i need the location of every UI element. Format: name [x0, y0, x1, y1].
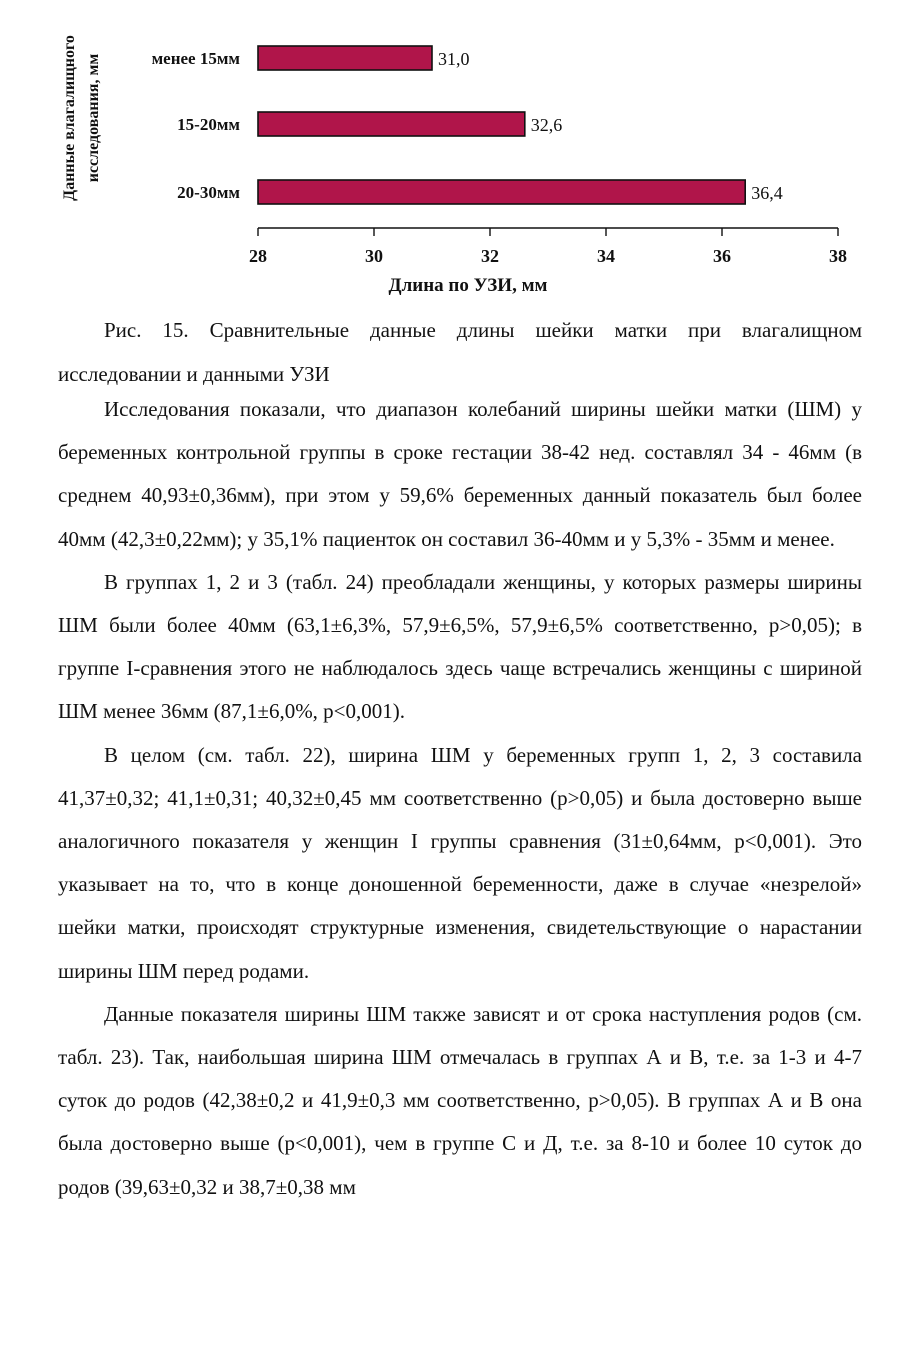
x-tick-label-0: 28	[249, 246, 267, 266]
category-label-2: 20-30мм	[177, 183, 240, 202]
value-label-1: 32,6	[530, 115, 563, 135]
category-label-1: 15-20мм	[177, 115, 240, 134]
category-labels	[152, 49, 241, 202]
body-text	[58, 388, 862, 1209]
paragraph-2: В группах 1, 2 и 3 (табл. 24) преобладали женщины, у которых размеры ширины ШМ были более 40мм (63,1±6,3%, 57,9±6,5%, 57,9±6,5% соответственно, p>0,05); в группе I-сравнения этого не наблюдалось здесь чаще встречались женщины с шириной ШМ менее 36мм (87,1±6,0%, p<0,001).	[58, 569, 862, 724]
figure-caption: Рис. 15. Сравнительные данные длины шейки матки при влагалищном исследовании и данными УЗИ	[58, 318, 862, 386]
y-axis-title-line-0: Данные влагалищного	[61, 35, 78, 201]
x-tick-label-2: 32	[481, 246, 499, 266]
value-label-2: 36,4	[751, 183, 783, 203]
bars-group	[258, 46, 745, 204]
paragraph-1: Исследования показали, что диапазон колебаний ширины шейки матки (ШМ) у беременных контрольной группы в сроке гестации 38-42 нед. составлял 34 - 46мм (в среднем 40,93±0,36мм), при этом у 59,6% беременных данный показатель был более 40мм (42,3±0,22мм); у 35,1% пациенток он составил 36-40мм и у 5,3% - 35мм и менее.	[58, 397, 862, 551]
value-label-0: 31,0	[438, 49, 470, 69]
y-axis-title	[61, 35, 102, 201]
x-tick-label-1: 30	[365, 246, 383, 266]
x-axis-label: Длина по УЗИ, мм	[388, 275, 548, 296]
category-label-0: менее 15мм	[151, 49, 240, 68]
chart-svg	[0, 0, 907, 310]
x-tick-label-3: 34	[597, 246, 615, 266]
x-ticks	[249, 228, 847, 266]
bar-2	[258, 180, 745, 204]
bar-chart	[0, 0, 907, 310]
bar-0	[258, 46, 432, 70]
paragraph-3: В целом (см. табл. 22), ширина ШМ у беременных групп 1, 2, 3 составила 41,37±0,32; 41,1±0,31; 40,32±0,45 мм соответственно (p>0,05) и была достоверно выше аналогичного показателя у женщин I группы сравнения (31±0,64мм, p<0,001). Это указывает на то, что в конце доношенной беременности, даже в случае «незрелой» шейки матки, происходят структурные изменения, свидетельствующие о нарастании ширины ШМ перед родами.	[58, 742, 862, 983]
x-tick-label-5: 38	[829, 246, 847, 266]
y-axis-title-line-1: исследования, мм	[85, 53, 102, 183]
paragraph-4: Данные показателя ширины ШМ также зависят и от срока наступления родов (см. табл. 23). Так, наибольшая ширина ШМ отмечалась в группах А и В, т.е. за 1-3 и 4-7 суток до родов (42,38±0,2 и 41,9±0,3 мм соответственно, p>0,05). В группах А и В она была достоверно выше (p<0,001), чем в группе С и Д, т.е. за 8-10 и более 10 суток до родов (39,63±0,32 и 38,7±0,38 мм	[58, 1001, 862, 1199]
x-tick-label-4: 36	[713, 246, 731, 266]
bar-1	[258, 112, 525, 136]
